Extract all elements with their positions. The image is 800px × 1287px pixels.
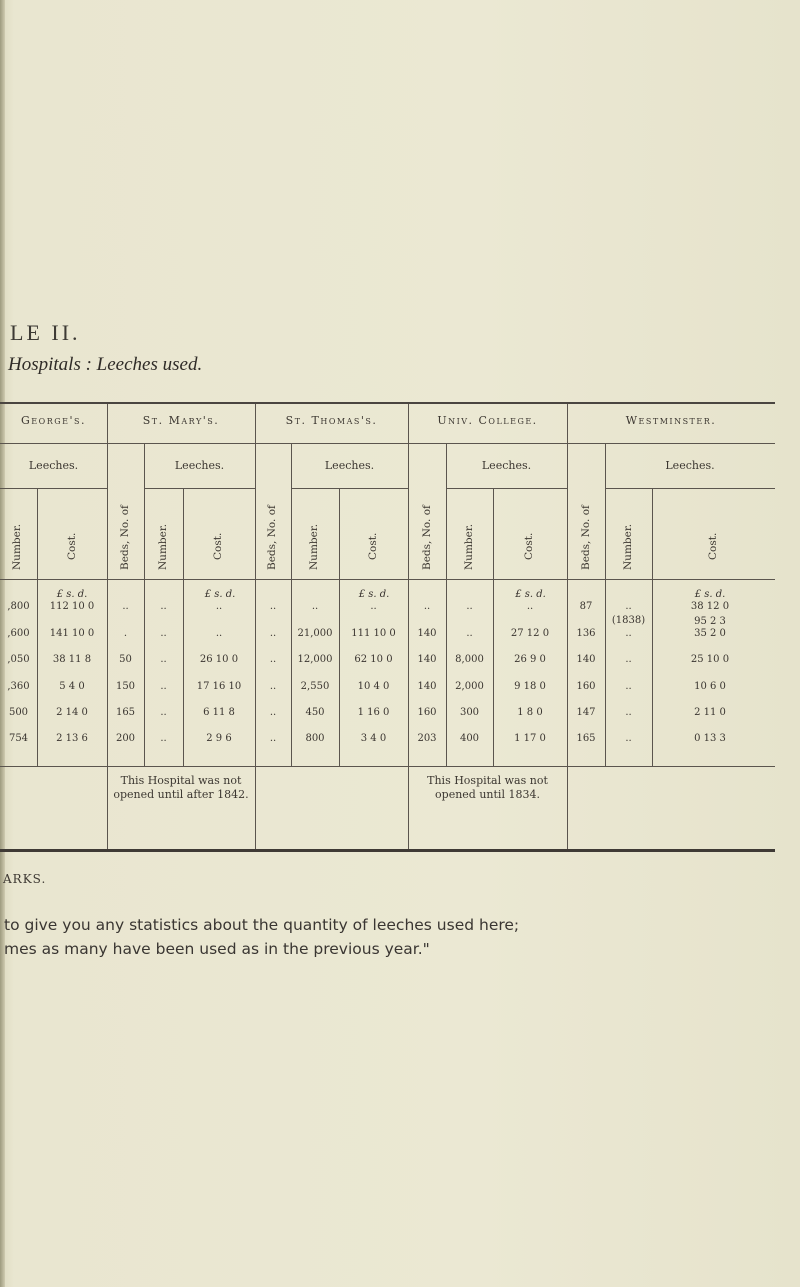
leeches-heading-st-marys: Leeches. [174, 459, 225, 472]
leeches-heading-st-thomas: Leeches. [324, 459, 375, 472]
st-thomas-number-cell: 2,550 [300, 681, 330, 692]
westminster-cost-cell: 25 10 0 [690, 654, 730, 665]
westminster-number-cell: .. [625, 628, 632, 639]
westminster-cost-cell: 38 12 0 [690, 601, 730, 612]
st-thomas-beds-cell: .. [269, 681, 277, 692]
georges-cost-cell: 5 4 0 [59, 681, 85, 692]
remarks-heading: ARKS. [3, 872, 47, 886]
univ-college-beds-cell: 140 [417, 628, 437, 639]
hospital-st-thomas: St. Thomas's. [285, 414, 378, 427]
hospital-westminster: Westminster. [625, 414, 717, 427]
st-marys-beds-cell: 50 [119, 654, 132, 665]
univ-college-cost-cell: 27 12 0 [510, 628, 550, 639]
georges-cost-header: Cost. [66, 532, 78, 560]
hospital-georges: George's. [21, 414, 86, 427]
westminster-beds-cell: 165 [576, 733, 596, 744]
st-marys-cost-cell: .. [215, 601, 223, 612]
st-thomas-number-cell: .. [311, 601, 319, 612]
st-thomas-number-header: Number. [308, 523, 320, 570]
westminster-number-cell: .. [625, 733, 632, 744]
st-thomas-beds-cell: .. [269, 707, 277, 718]
georges-cost-cell: 2 14 0 [56, 707, 88, 718]
univ-college-beds-cell: 203 [417, 733, 437, 744]
page-edge-shadow [0, 0, 5, 1287]
st-marys-number-cell: .. [160, 601, 167, 612]
st-marys-cost-cell: 6 11 8 [203, 707, 235, 718]
univ-college-number-cell: 2,000 [455, 681, 484, 692]
georges-number-cell: 500 [8, 707, 29, 718]
univ-college-cost-cell: .. [526, 601, 534, 612]
univ-college-number-cell: 400 [459, 733, 480, 744]
st-thomas-cost-header: Cost. [367, 532, 379, 560]
westminster-cost-cell: 10 6 0 [694, 681, 726, 692]
westminster-beds-cell: 160 [576, 681, 596, 692]
st-marys-cost-header: Cost. [212, 532, 224, 560]
leeches-heading-univ-college: Leeches. [481, 459, 532, 472]
univ-college-opening-note: This Hospital was not opened until 1834. [427, 774, 548, 801]
westminster-beds-cell: 87 [579, 601, 593, 612]
westminster-beds-header: Beds, No. of [580, 505, 592, 570]
st-marys-number-cell: .. [160, 628, 167, 639]
table-subtitle: Hospitals : Leeches used. [8, 354, 203, 375]
st-thomas-beds-cell: .. [269, 628, 277, 639]
st-thomas-number-cell: 12,000 [297, 654, 333, 665]
table-top-rule [0, 402, 775, 404]
univ-college-number-cell: .. [466, 628, 473, 639]
st-marys-number-cell: .. [160, 707, 167, 718]
univ-college-beds-cell: 140 [417, 681, 437, 692]
st-marys-beds-cell: 150 [115, 681, 136, 692]
georges-number-cell: ,800 [7, 601, 30, 612]
georges-number-cell: ,050 [7, 654, 30, 665]
st-thomas-cost-cell: 1 16 0 [357, 707, 390, 718]
georges-currency-unit: £ s. d. [56, 589, 88, 600]
st-marys-beds-cell: .. [122, 601, 129, 612]
table-bottom-rule [0, 849, 775, 852]
st-thomas-cost-cell: .. [370, 601, 377, 612]
univ-college-cost-cell: 1 8 0 [517, 707, 543, 718]
westminster-cost-cell: 0 13 3 [694, 733, 726, 744]
univ-college-beds-cell: .. [423, 601, 431, 612]
georges-number-header: Number. [11, 523, 23, 570]
georges-number-cell: ,600 [7, 628, 30, 639]
remarks-line-1: to give you any statistics about the quantity of leeches used here; [4, 916, 520, 934]
st-thomas-number-cell: 21,000 [297, 628, 333, 639]
st-marys-beds-cell: . [123, 628, 128, 639]
st-thomas-beds-header: Beds, No. of [266, 505, 278, 570]
georges-cost-cell: 2 13 6 [56, 733, 88, 744]
univ-college-beds-header: Beds, No. of [421, 505, 433, 570]
st-thomas-cost-cell: 62 10 0 [354, 654, 393, 665]
univ-college-currency-unit: £ s. d. [515, 589, 546, 600]
st-thomas-cost-cell: 10 4 0 [357, 681, 390, 692]
st-marys-number-cell: .. [160, 654, 167, 665]
st-thomas-currency-unit: £ s. d. [358, 589, 390, 600]
georges-cost-cell: 112 10 0 [49, 601, 95, 612]
westminster-number-cell: .. [625, 707, 632, 718]
georges-cost-cell: 141 10 0 [49, 628, 95, 639]
univ-college-cost-cell: 1 17 0 [514, 733, 546, 744]
st-marys-number-header: Number. [157, 523, 169, 570]
univ-college-cost-cell: 26 9 0 [514, 654, 546, 665]
leeches-heading-westminster: Leeches. [665, 459, 715, 472]
st-thomas-beds-cell: .. [269, 601, 277, 612]
st-marys-number-cell: .. [160, 733, 167, 744]
st-marys-number-cell: .. [160, 681, 167, 692]
st-thomas-beds-cell: .. [269, 733, 277, 744]
univ-college-beds-cell: 160 [417, 707, 437, 718]
st-marys-beds-cell: 165 [115, 707, 136, 718]
univ-college-number-cell: 300 [459, 707, 480, 718]
westminster-number-cell: .. [625, 601, 632, 612]
hospital-st-marys: St. Mary's. [142, 414, 220, 427]
st-thomas-number-cell: 450 [305, 707, 325, 718]
westminster-extra-cost: 95 2 3 [694, 616, 726, 627]
univ-college-number-cell: 8,000 [455, 654, 484, 665]
univ-college-number-cell: .. [466, 601, 473, 612]
st-marys-beds-header: Beds, No. of [119, 505, 131, 570]
st-marys-beds-cell: 200 [115, 733, 136, 744]
westminster-currency-unit: £ s. d. [694, 589, 726, 600]
st-marys-cost-cell: .. [215, 628, 223, 639]
remarks-line-2: mes as many have been used as in the previous year." [4, 940, 430, 958]
westminster-cost-cell: 2 11 0 [694, 707, 726, 718]
st-marys-cost-cell: 17 16 10 [196, 681, 242, 692]
st-thomas-cost-cell: 3 4 0 [360, 733, 387, 744]
westminster-beds-cell: 140 [576, 654, 596, 665]
westminster-beds-cell: 147 [576, 707, 596, 718]
st-thomas-beds-cell: .. [269, 654, 277, 665]
st-marys-cost-cell: 2 9 6 [206, 733, 232, 744]
remarks-quote [4, 913, 784, 961]
georges-number-cell: 754 [8, 733, 29, 744]
westminster-number-cell: .. [625, 654, 632, 665]
st-marys-opening-note: This Hospital was not opened until after 1842. [113, 774, 249, 801]
westminster-number-cell: .. [625, 681, 632, 692]
st-thomas-cost-cell: 111 10 0 [351, 628, 396, 639]
georges-number-cell: ,360 [7, 681, 30, 692]
westminster-number-header: Number. [622, 523, 634, 570]
st-marys-currency-unit: £ s. d. [204, 589, 236, 600]
westminster-year-note: (1838) [611, 615, 646, 626]
leeches-heading-georges: Leeches. [28, 459, 79, 472]
univ-college-cost-cell: 9 18 0 [514, 681, 546, 692]
hospital-univ-college: Univ. College. [437, 414, 538, 427]
st-marys-cost-cell: 26 10 0 [199, 654, 239, 665]
georges-cost-cell: 38 11 8 [52, 654, 92, 665]
westminster-cost-header: Cost. [707, 532, 719, 560]
st-thomas-number-cell: 800 [305, 733, 325, 744]
univ-college-cost-header: Cost. [523, 532, 535, 560]
univ-college-number-header: Number. [463, 523, 475, 570]
westminster-beds-cell: 136 [576, 628, 596, 639]
westminster-cost-cell: 35 2 0 [694, 628, 726, 639]
univ-college-beds-cell: 140 [417, 654, 437, 665]
table-title: LE II. [10, 320, 81, 345]
